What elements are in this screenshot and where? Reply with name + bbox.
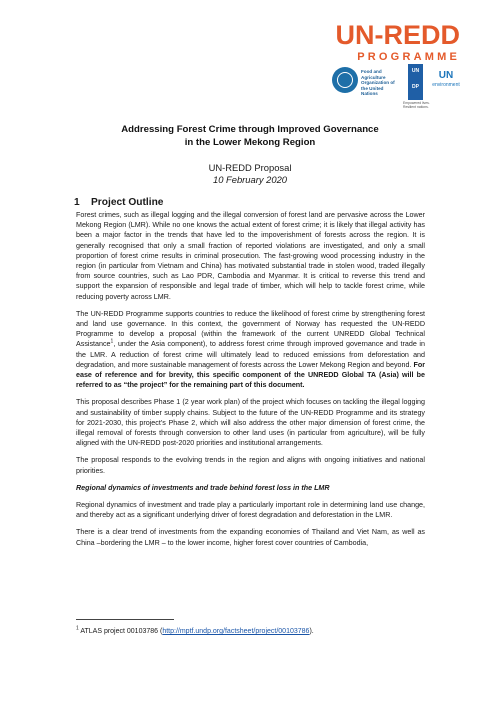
un-redd-logo xyxy=(330,20,460,64)
undp-bottom: DP xyxy=(412,84,419,90)
section-number: 1 xyxy=(74,197,80,208)
document-title-line1: Addressing Forest Crime through Improved Governance xyxy=(121,124,379,135)
paragraph-4: The proposal responds to the evolving trends in the region and aligns with ongoing initiatives and national priorities. xyxy=(76,456,425,475)
undp-caption: Empowered lives. Resilient nations. xyxy=(403,101,430,109)
unep-subtitle: environment xyxy=(432,82,460,88)
document-subtitle: UN-REDD Proposal xyxy=(208,162,292,173)
paragraph-2-text-b: , under the Asia component), to address forest crime through improved governance and trade in the LMR. A reduction of forest crime will ultimately lead to reduced emissions from deforestation and degradation, and more sustainable management of forests across the Lower Mekong Region and beyond. xyxy=(76,340,425,369)
footnote-end: ). xyxy=(309,628,314,635)
footnote-mark: 1 xyxy=(76,625,79,632)
paragraph-6: There is a clear trend of investments from the expanding economies of Thailand and Viet Nam, as well as China –bordering the LMR – to the lower income, higher forest cover countries of Cambodia, xyxy=(76,528,425,547)
document-title xyxy=(0,123,500,149)
document-body xyxy=(76,210,425,555)
subsection-heading: Regional dynamics of investments and trade behind forest loss in the LMR xyxy=(76,483,330,492)
fao-name: Food and Agriculture Organization of the United Nations xyxy=(361,69,395,97)
section-title: Project Outline xyxy=(91,197,164,208)
section-heading xyxy=(74,196,163,209)
logo-title: UN-REDD xyxy=(335,20,460,50)
footnote-link[interactable]: http://mptf.undp.org/factsheet/project/00103786 xyxy=(162,628,310,635)
paragraph-2-bold: For ease of reference and for brevity, this specific component of the UNREDD Global TA (Asia) will be referred to as “the project” for the remaining part of this document. xyxy=(76,360,425,390)
fao-emblem-icon xyxy=(332,67,358,93)
footnote-ref[interactable]: 1 xyxy=(110,339,114,346)
logo-subtitle: PROGRAMME xyxy=(357,51,460,63)
document-title-line2: in the Lower Mekong Region xyxy=(184,137,316,148)
document-date: 10 February 2020 xyxy=(212,174,287,185)
paragraph-5: Regional dynamics of investment and trade play a particularly important role in determining land use change, and thereby act as a significant underlying driver of forest degradation and deforestation in the LMR. xyxy=(76,501,425,520)
paragraph-2 xyxy=(76,309,425,391)
unep-mark: UN xyxy=(438,70,454,81)
unep-logo xyxy=(431,70,461,89)
footnote-text: ATLAS project 00103786 ( xyxy=(78,628,163,635)
partner-logos xyxy=(332,64,460,109)
undp-logo xyxy=(408,64,423,100)
footnote xyxy=(76,627,314,636)
footnote-divider xyxy=(76,619,174,620)
undp-top: UN xyxy=(411,68,420,74)
paragraph-3: This proposal describes Phase 1 (2 year work plan) of the project which focuses on tackling the illegal logging and sustainability of timber supply chains. Subject to the future of the UN-REDD Programme and its strategy for 2021-2030, this project’s Phase 2, which will also address the other major dimension of forest crime, the illegal removal of forests through conversion to other land uses (in particular from agriculture), will be fully aligned with the UN-REDD post-2020 priorities and institutional arrangements. xyxy=(76,398,425,448)
paragraph-1: Forest crimes, such as illegal logging and the illegal conversion of forest land are pervasive across the Lower Mekong Region (LMR). While no one knows the actual extent of forest crime; it is likely that illegal activity has been a major factor in the trends that have led to the impoverishment of forests across the region. It is generally recognised that only a small fraction of reported violations are investigated, and only a small proportion of forest crime results in criminal prosecution. The fast-growing wood processing industry in the region (in particular from Vietnam and China) has motivated substantial trade in stolen wood, traded illegally from source countries, such as Lao PDR, Cambodia and Myanmar. It is critical to reverse this trend and support the expansion of responsible and legal trade of timber, which will help to tackle forest crime, while reducing poverty across LMR. xyxy=(76,211,425,301)
paragraph-2-text-a: The UN-REDD Programme supports countries to reduce the likelihood of forest crime by strengthening forest and land use governance. In this context, the government of Norway has requested the UN-REDD Programme to develop a proposal (within the framework of the current UNREDD Global Technical Assistance xyxy=(76,309,425,349)
